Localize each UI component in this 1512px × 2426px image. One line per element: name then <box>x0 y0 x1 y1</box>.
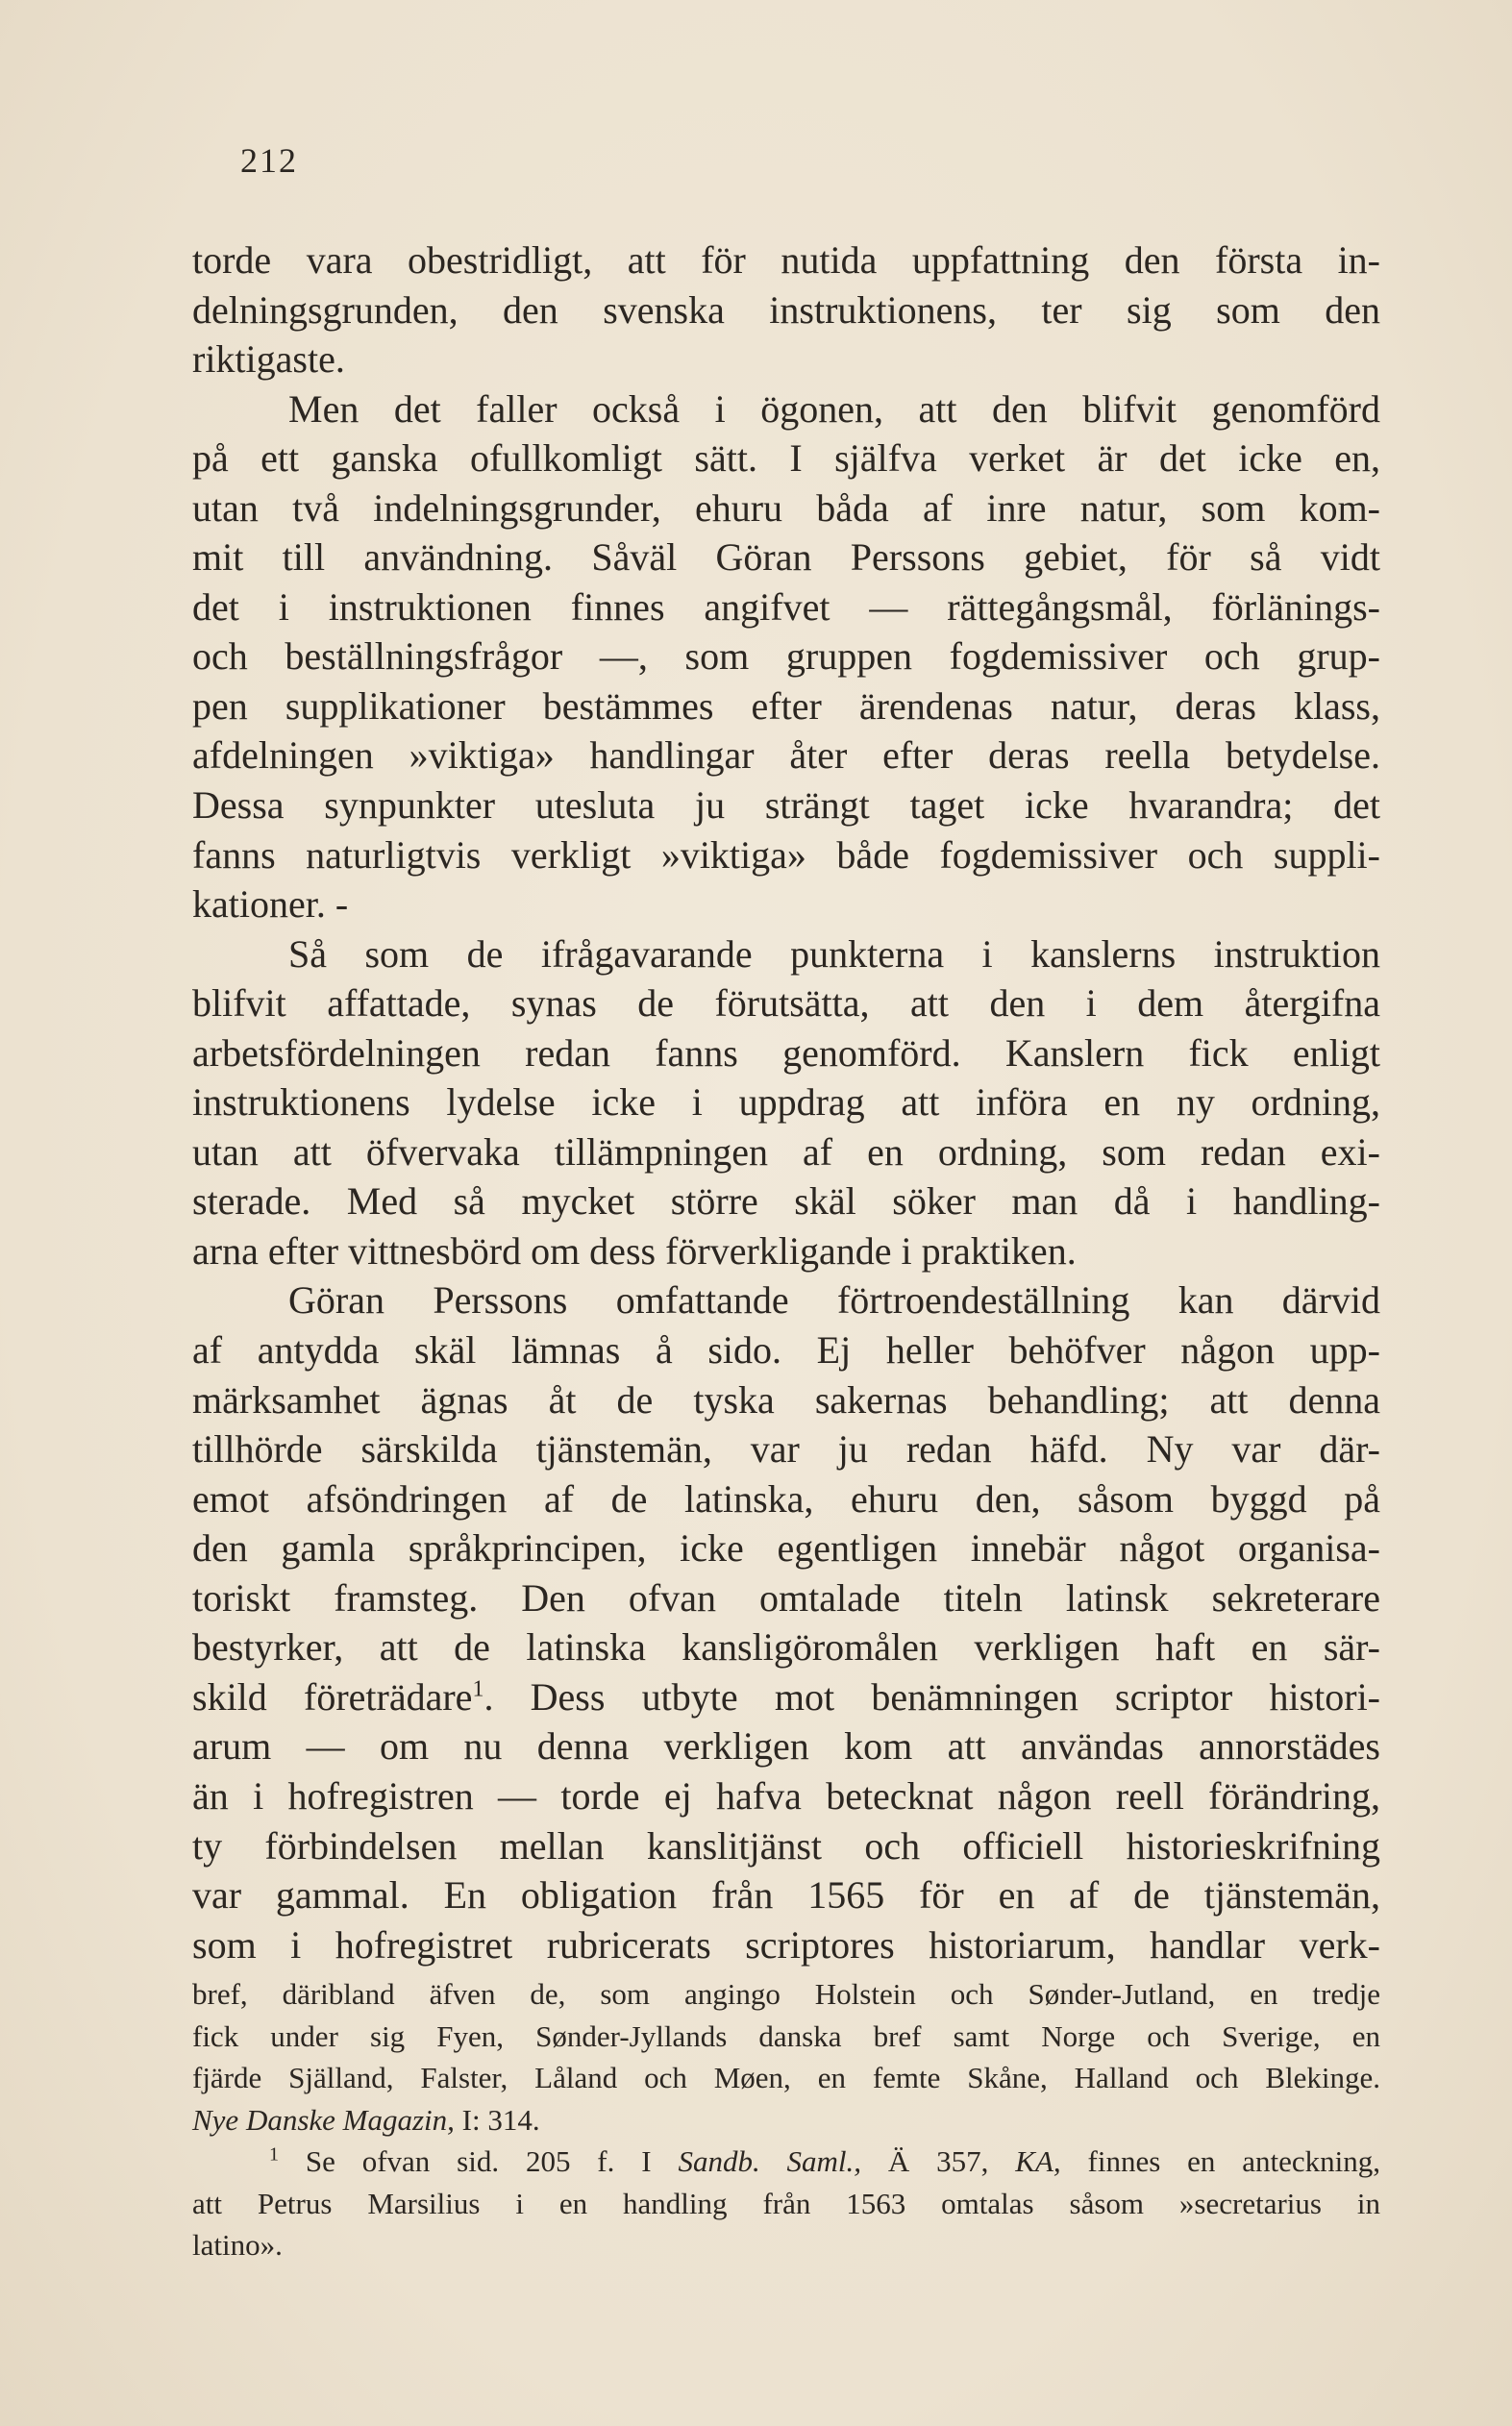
footnote-text: Ä 357, <box>861 2144 1016 2178</box>
text-line: mit till användning. Såväl Göran Perssons gebiet, för så vidt <box>192 535 1380 580</box>
text-line: emot afsöndringen af de latinska, ehuru den, såsom byggd på <box>192 1476 1380 1521</box>
footnote-line: fjärde Själland, Falster, Låland och Møen, en femte Skåne, Halland och Blekinge. <box>192 2061 1380 2094</box>
footnote-text: I: 314. <box>454 2102 540 2137</box>
text-line: det i instruktionen finnes angifvet — rättegångsmål, förlänings- <box>192 584 1380 629</box>
text-line: märksamhet ägnas åt de tyska sakernas behandling; att denna <box>192 1377 1380 1422</box>
text-line: delningsgrunden, den svenska instruktionens, ter sig som den <box>192 287 1380 332</box>
footnote-line: fick under sig Fyen, Sønder-Jyllands danska bref samt Norge och Sverige, en <box>192 2018 1380 2053</box>
footnote-source: Sandb. Saml., <box>678 2144 862 2178</box>
text-line: torde vara obestridligt, att för nutida uppfattning den första in- <box>192 238 1380 282</box>
page-number: 212 <box>240 141 298 180</box>
footnote-text: Se ofvan sid. 205 f. I <box>279 2144 679 2178</box>
text-line: och beställningsfrågor —, som gruppen fogdemissiver och grup- <box>192 634 1380 679</box>
text-line: arbetsfördelningen redan fanns genomförd. Kanslern fick enligt <box>192 1030 1380 1075</box>
text-line: toriskt framsteg. Den ofvan omtalade titeln latinsk sekreterare <box>192 1575 1380 1620</box>
footnote-text: finnes en anteckning, <box>1060 2144 1381 2178</box>
text-line: af antydda skäl lämnas å sido. Ej heller behöfver någon upp- <box>192 1328 1380 1373</box>
text-line: Göran Perssons omfattande förtroendeställning kan därvid <box>288 1278 1380 1323</box>
text-line: Dessa synpunkter utesluta ju strängt taget icke hvarandra; det <box>192 783 1380 828</box>
footnotes <box>192 1973 1380 2266</box>
text-line: blifvit affattade, synas de förutsätta, att den i dem återgifna <box>192 981 1380 1026</box>
body-text <box>192 235 1380 1969</box>
text-line: sterade. Med så mycket större skäl söker man då i handling- <box>192 1179 1380 1224</box>
text-line: utan att öfvervaka tillämpningen af en ordning, som redan exi- <box>192 1129 1380 1174</box>
text-line: kationer. - <box>192 882 349 927</box>
line-text: skild företrädare <box>192 1674 473 1719</box>
text-line: Så som de ifrågavarande punkterna i kanslerns instruktion <box>288 931 1380 976</box>
text-line: arum — om nu denna verkligen kom att användas annorstädes <box>192 1724 1380 1769</box>
text-line: på ett ganska ofullkomligt sätt. I själfva verket är det icke en, <box>192 436 1380 481</box>
footnote-line <box>192 2099 1380 2141</box>
text-line: tillhörde särskilda tjänstemän, var ju redan häfd. Ny var där- <box>192 1427 1380 1472</box>
footnote-source: Nye Danske Magazin, <box>192 2102 455 2137</box>
text-line: som i hofregistret rubricerats scriptores historiarum, handlar verk- <box>192 1922 1380 1967</box>
footnote-line: latino». <box>192 2228 283 2262</box>
text-line: var gammal. En obligation från 1565 för en af de tjänstemän, <box>192 1873 1380 1918</box>
text-line: ty förbindelsen mellan kanslitjänst och officiell historieskrifning <box>192 1823 1380 1868</box>
text-line: pen supplikationer bestämmes efter ärendenas natur, deras klass, <box>192 683 1380 728</box>
footnote-source: KA, <box>1015 2144 1061 2178</box>
text-line: instruktionens lydelse icke i uppdrag att införa en ny ordning, <box>192 1080 1380 1125</box>
line-text: . Dess utbyte mot benämningen scriptor histori- <box>483 1674 1381 1719</box>
footnote-reference: 1 <box>472 1676 484 1702</box>
footnote-line <box>192 2141 1380 2183</box>
text-line: den gamla språkprincipen, icke egentligen innebär något organisa- <box>192 1526 1380 1571</box>
text-line: än i hofregistren — torde ej hafva betecknat någon reell förändring, <box>192 1773 1380 1818</box>
text-line <box>192 1672 1380 1722</box>
footnote-marker: 1 <box>269 2143 279 2166</box>
text-line: riktigaste. <box>192 337 345 382</box>
footnote-line: bref, däribland äfven de, som angingo Holstein och Sønder-Jutland, en tredje <box>192 1977 1380 2011</box>
text-line: fanns naturligtvis verkligt »viktiga» både fogdemissiver och suppli- <box>192 832 1380 877</box>
text-line: bestyrker, att de latinska kansligöromålen verkligen haft en sär- <box>192 1625 1380 1670</box>
footnote-line: att Petrus Marsilius i en handling från 1563 omtalas såsom »secretarius in <box>192 2186 1380 2220</box>
text-line: afdelningen »viktiga» handlingar åter efter deras reella betydelse. <box>192 733 1380 778</box>
text-line: utan två indelningsgrunder, ehuru båda af inre natur, som kom- <box>192 485 1380 530</box>
text-line: arna efter vittnesbörd om dess förverkligande i praktiken. <box>192 1228 1077 1273</box>
text-line: Men det faller också i ögonen, att den blifvit genomförd <box>288 386 1380 431</box>
